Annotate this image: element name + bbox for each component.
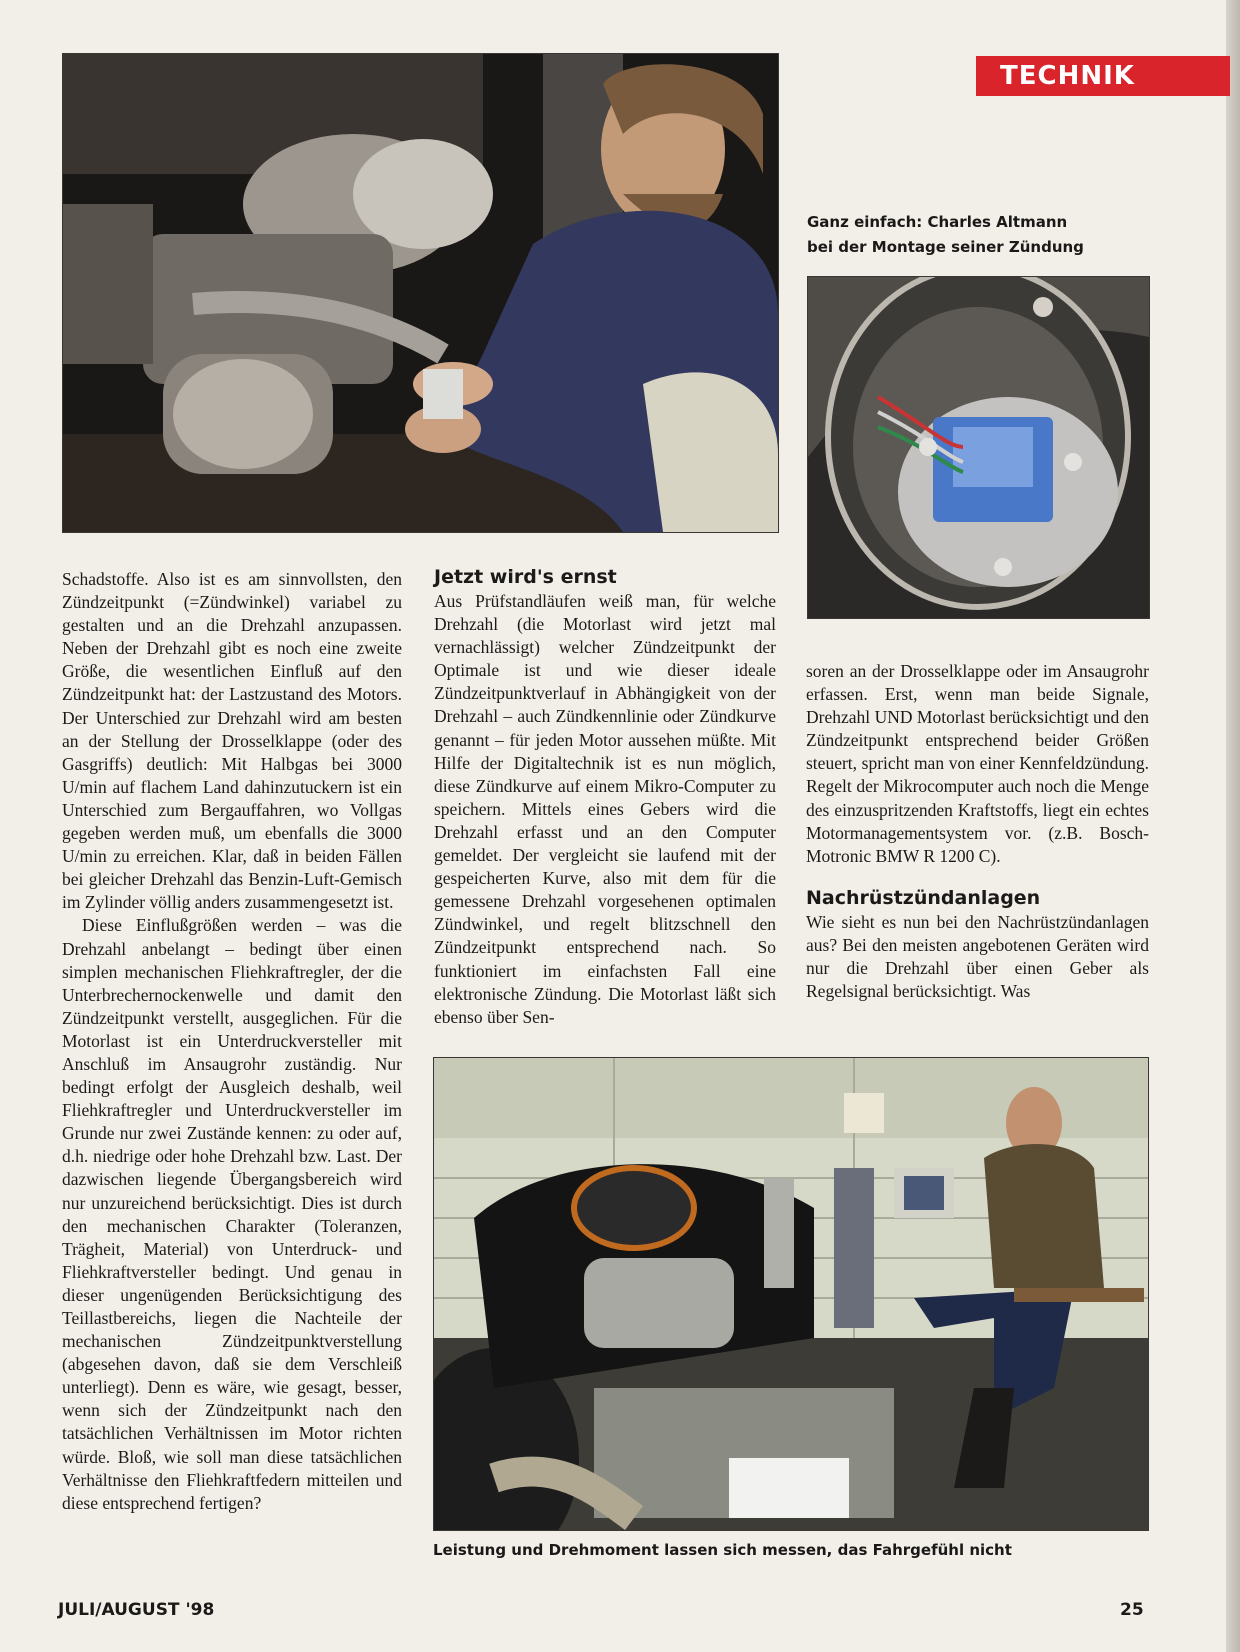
paragraph: Diese Einflußgrößen werden – was die Drehzahl anbelangt – bedingt über einen simplen mechanischen Fliehkraftregler, der die Unterbrechernockenwelle und damit den Zündzeitpunkt verstellt, ausgeglichen. Für die Motorlast ist ein Unterdruckversteller mit Anschluß im Ansaugrohr zuständig. Nur bedingt erfolgt der Ausgleich deshalb, weil Fliehkraftregler und Unterdruckversteller im Grunde nur zwei Zustände kennen: zu oder auf, d.h. niedrige oder hohe Drehzahl bzw. Last. Der dazwischen liegende Übergangsbereich wird nur unzureichend berücksichtigt. Dies ist durch den mechanischen Charakter (Toleranzen, Trägheit, Material) von Unterdruck- und Fliehkraftversteller bedingt. Und genau in dieser ungenügenden Berücksichtigung des Teillastbereichs, liegen die Nachteile der mechanischen Zündzeitpunktverstellung (abgesehen davon, daß sie dem Verschleiß unterliegt). Denn es wäre, wie gesagt, besser, wenn sich der Zündzeitpunkt nach den tatsächlichen Verhältnissen im Motor richten würde. Bloß, wie soll man diese tatsächlichen Verhältnisse den Fliehkraftfedern mitteilen und diese entsprechend fertigen? <box>62 915 402 1513</box>
photo-ignition-module <box>807 276 1150 619</box>
photo-dyno-test <box>433 1057 1149 1531</box>
photo-mechanic-illustration <box>63 54 778 532</box>
photo-dyno-test-illustration <box>434 1058 1148 1530</box>
text-column-1 <box>62 568 402 1515</box>
paragraph: Schadstoffe. Also ist es am sinnvollsten, den Zündzeitpunkt (=Zündwinkel) variabel zu gestalten und an die Drehzahl anzupassen. Neben der Drehzahl gibt es noch eine zweite Größe, die wesentlichen Einfluß auf den Zündzeitpunkt hat: der Lastzustand des Motors. Der Unterschied zur Drehzahl wird am besten an der Stellung der Drosselklappe (oder des Gasgriffs) deutlich: Mit Halbgas bei 3000 U/min auf flachem Land dahinzutuckern ist ein Unterschied zum Bergauffahren, wo Vollgas gegeben werden muß, um ebenfalls die 3000 U/min zu erreichen. Klar, daß in beiden Fällen bei gleicher Drehzahl das Benzin-Luft-Gemisch im Zylinder völlig anders zusammengesetzt ist. <box>62 569 402 913</box>
photo-mechanic <box>62 53 779 533</box>
paragraph: Wie sieht es nun bei den Nachrüstzündanlagen aus? Bei den meisten angebotenen Geräten wird nur die Drehzahl über einen Geber als Regelsignal berücksichtigt. Was <box>806 911 1149 1002</box>
paragraph: Aus Prüfstandläufen weiß man, für welche Drehzahl (die Motorlast wird jetzt mal vernachlässigt) welcher Zündzeitpunkt der Optimale ist und wie dieser ideale Zündzeitpunktverlauf in Abhängigkeit von der Drehzahl – auch Zündkennlinie oder Zündkurve genannt – für jeden Motor aussehen müßte. Mit Hilfe der Digitaltechnik ist es nun möglich, diese Zündkurve auf einem Mikro-Computer zu speichern. Mittels eines Gebers wird die Drehzahl erfasst und an den Computer gemeldet. Der vergleicht sie laufend mit der gespeicherten Kurve, also mit dem für die gemessene Drehzahl vorgesehenen optimalen Zündwinkel, und regelt blitzschnell den Zündzeitpunkt entsprechend nach. So funktioniert im einfachsten Fall eine elektronische Zündung. Die Motorlast läßt sich ebenso über Sen- <box>434 591 776 1027</box>
page-edge <box>1226 0 1240 1652</box>
caption-bottom: Leistung und Drehmoment lassen sich messen, das Fahrgefühl nicht <box>433 1541 1012 1559</box>
caption-top-right: Ganz einfach: Charles Altmann bei der Montage seiner Zündung <box>807 213 1084 256</box>
section-heading: Nachrüstzündanlagen <box>806 886 1041 909</box>
text-column-2 <box>434 565 776 1029</box>
section-heading: Jetzt wird's ernst <box>434 566 617 588</box>
page-number: 25 <box>1120 1600 1144 1620</box>
text-column-3 <box>806 660 1149 1003</box>
section-tag: TECHNIK <box>976 56 1230 96</box>
photo-ignition-module-illustration <box>808 277 1149 618</box>
issue-date: JULI/AUGUST '98 <box>58 1600 215 1620</box>
paragraph: soren an der Drosselklappe oder im Ansaugrohr erfassen. Erst, wenn man beide Signale, Drehzahl UND Motorlast berücksichtigt und den Zündzeitpunkt entsprechend beider Größen steuert, spricht man von einer Kennfeldzündung. Regelt der Mikrocomputer auch noch die Menge des einzuspritzenden Kraftstoffs, liegt ein echtes Motormanagementsystem vor. (z.B. Bosch-Motronic BMW R 1200 C). <box>806 661 1149 866</box>
